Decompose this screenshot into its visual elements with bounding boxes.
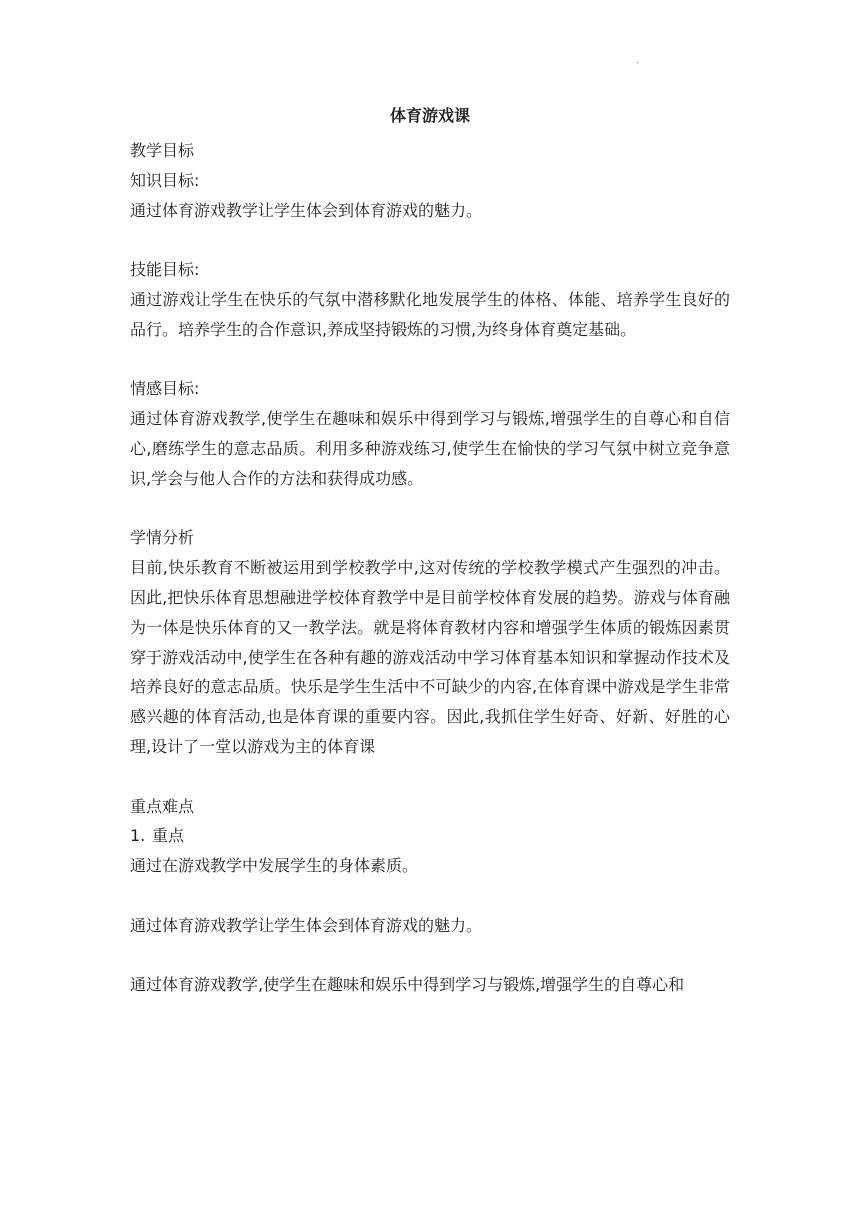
paragraph-spacer xyxy=(130,494,730,524)
paragraph-spacer xyxy=(130,881,730,911)
knowledge-goal-heading: 知识目标: xyxy=(130,170,200,190)
key-point-text-2: 通过体育游戏教学让学生体会到体育游戏的魅力。 xyxy=(130,915,483,935)
analysis-text: 目前,快乐教育不断被运用到学校教学中,这对传统的学校教学模式产生强烈的冲击。因此,把快乐体育思想融进学校体育教学中是目前学校体育发展的趋势。游戏与体育融为一体是快乐体育的又一教学法。就是将体育教材内容和增强学生体质的锻炼因素贯穿于游戏活动中,使学生在各种有趣的游戏活动中学习体育基本知识和掌握动作技术及培养良好的意志品质。快乐是学生生活中不可缺少的内容,在体育课中游戏是学生非常感兴趣的体育活动,也是体育课的重要内容。因此,我抓住学生好奇、好新、好胜的心理,设计了一堂以游戏为主的体育课 xyxy=(130,558,730,756)
emotion-goal-text: 通过体育游戏教学,使学生在趣味和娱乐中得到学习与锻炼,增强学生的自尊心和自信心,磨练学生的意志品质。利用多种游戏练习,使学生在愉快的学习气氛中树立竞争意识,学会与他人合作的方法和获得成功感。 xyxy=(130,409,730,488)
paragraph-spacer xyxy=(130,762,730,792)
emotion-goal-heading: 情感目标: xyxy=(130,379,200,399)
document-body xyxy=(130,136,730,1000)
knowledge-goal-text: 通过体育游戏教学让学生体会到体育游戏的魅力。 xyxy=(130,200,483,220)
paragraph-spacer xyxy=(130,941,730,971)
header-mark: . xyxy=(636,55,640,66)
skill-goal-text: 通过游戏让学生在快乐的气氛中潜移默化地发展学生的体格、体能、培养学生良好的品行。培养学生的合作意识,养成坚持锻炼的习惯,为终身体育奠定基础。 xyxy=(130,289,730,339)
key-points-heading: 重点难点 xyxy=(130,796,195,816)
analysis-heading: 学情分析 xyxy=(130,528,195,548)
key-point-label: 重点 xyxy=(152,826,185,846)
key-point-text-1: 通过在游戏教学中发展学生的身体素质。 xyxy=(130,856,419,876)
page-title: 体育游戏课 xyxy=(389,106,470,125)
paragraph-spacer xyxy=(130,225,730,255)
paragraph-spacer xyxy=(130,345,730,375)
list-number: 1. xyxy=(130,826,146,846)
teaching-goals-heading: 教学目标 xyxy=(130,141,195,160)
key-point-item xyxy=(130,821,730,851)
skill-goal-heading: 技能目标: xyxy=(130,260,200,280)
key-point-text-3: 通过体育游戏教学,使学生在趣味和娱乐中得到学习与锻炼,增强学生的自尊心和 xyxy=(130,975,685,995)
